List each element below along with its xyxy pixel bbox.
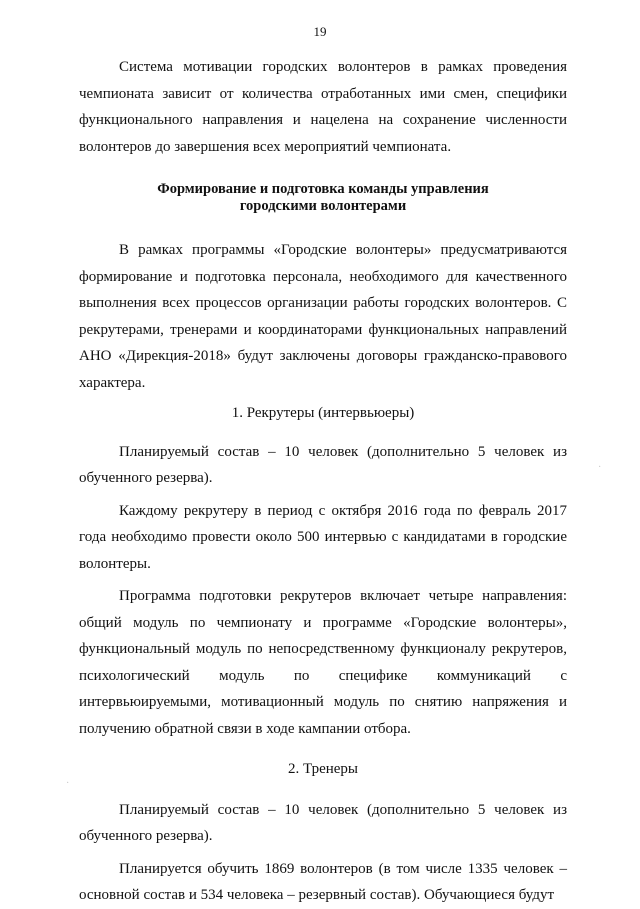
- intro-paragraph: Система мотивации городских волонтеров в рамках проведения чемпионата зависит от количества отработанных ими смен, специфики функционального направления и нацелена на сохранение численности волонтеров до завершения всех мероприятий чемпионата.: [79, 59, 567, 155]
- section-title: [79, 181, 567, 215]
- section-paragraph: В рамках программы «Городские волонтеры» предусматриваются формирование и подготовка персонала, необходимого для качественного выполнения всех процессов организации работы городских волонтеров. С рекрутерами, тренерами и координаторами функциональных направлений АНО «Дирекция-2018» будут заключены договоры гражданско-правового характера.: [79, 242, 567, 391]
- recruiters-paragraph-3: Программа подготовки рекрутеров включает четыре направления: общий модуль по чемпионату и программе «Городские волонтеры», функциональный модуль по непосредственному функционалу рекрутеров, психологический модуль по специфике коммуникаций с интервьюируемыми, мотивационный модуль по снятию напряжения и получению обратной связи в ходе кампании отбора.: [79, 588, 567, 737]
- scan-speck: ·: [66, 778, 70, 789]
- section-title-line-1: Формирование и подготовка команды управления: [157, 181, 489, 197]
- trainers-paragraph-1: Планируемый состав – 10 человек (дополнительно 5 человек из обученного резерва).: [79, 801, 567, 844]
- recruiters-paragraph-1: Планируемый состав – 10 человек (дополнительно 5 человек из обученного резерва).: [79, 443, 567, 486]
- trainers-heading: 2. Тренеры: [287, 761, 358, 777]
- page-number: 19: [313, 24, 327, 39]
- recruiters-paragraph-2: Каждому рекрутеру в период с октября 2016 года по февраль 2017 года необходимо провести около 500 интервью с кандидатами в городские волонтеры.: [79, 502, 567, 572]
- page-content: [79, 54, 567, 909]
- trainers-paragraph-2: Планируется обучить 1869 волонтеров (в том числе 1335 человек – основной состав и 534 человека – резервный состав). Обучающиеся будут: [79, 860, 567, 903]
- recruiters-heading: 1. Рекрутеры (интервьюеры): [231, 405, 415, 421]
- section-title-line-2: городскими волонтерами: [239, 198, 407, 214]
- scan-speck: ·: [598, 462, 602, 473]
